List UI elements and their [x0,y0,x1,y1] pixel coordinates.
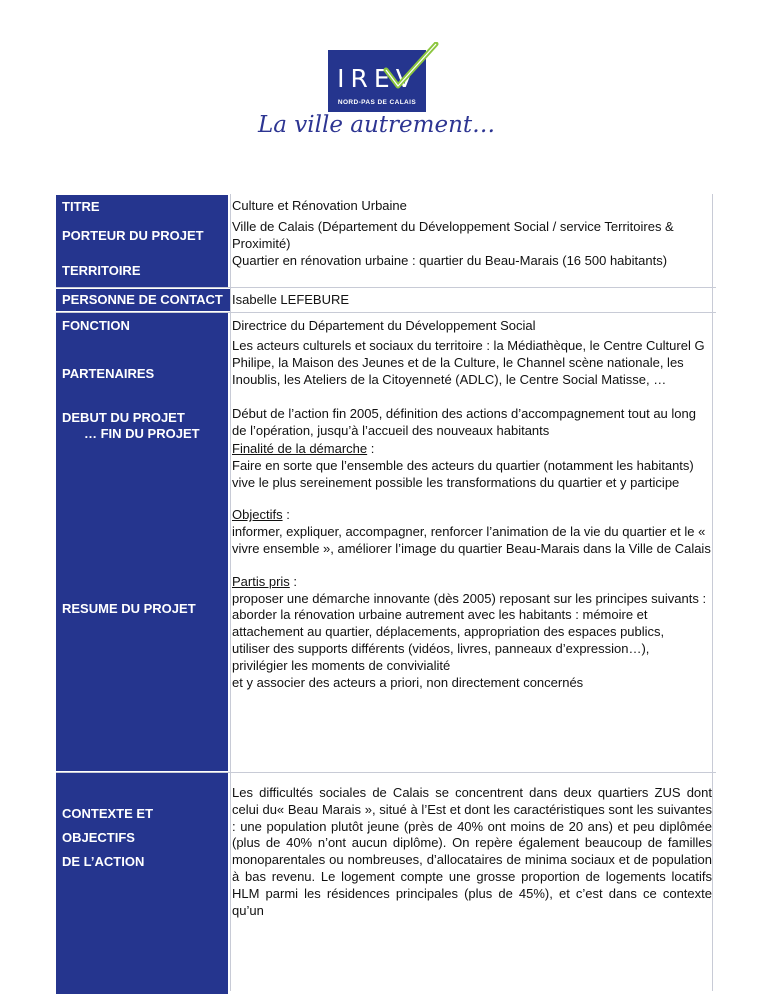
label-partenaires: PARTENAIRES [62,366,155,381]
partis-title: Partis pris [232,573,290,589]
label-territoire: TERRITOIRE [62,263,141,278]
right-border [712,194,713,991]
value-territoire: Quartier en rénovation urbaine : quartier du Beau-Marais (16 500 habitants) [232,253,668,268]
finalite-text: Faire en sorte que l’ensemble des acteurs du quartier (notamment les habitants) vive le plus sereinement possible les transformations du quartier et y participe [232,457,694,490]
label-block-contexte [56,773,228,994]
label-titre: TITRE [62,199,100,214]
logo-region: NORD-PAS DE CALAIS [337,99,417,106]
label-block-middle [56,313,228,771]
value-titre: Culture et Rénovation Urbaine [232,198,407,213]
partis-line-2: aborder la rénovation urbaine autrement avec les habitants : mémoire et attachement au quartier, déplacements, appropriation des espaces publics, [232,607,665,640]
value-resume [232,441,712,691]
value-fonction: Directrice du Département du Développement Social [232,318,536,333]
checkmark-icon [328,42,440,114]
partis-line-3: utiliser des supports différents (vidéos, livres, panneaux d’expression…), [232,640,650,656]
label-block-top [56,195,228,287]
label-contexte-3: DE L’ACTION [62,854,145,869]
column-divider [230,194,231,991]
objectifs-title: Objectifs [232,507,283,523]
label-contexte-2: OBJECTIFS [62,830,135,845]
value-contexte: Les difficultés sociales de Calais se concentrent dans deux quartiers ZUS dont celui du« Beau Marais », situé à l’Est et dont les caractéristiques sont les suivantes : une population plutôt jeune (près de 40% ont moins de 20 ans) et peu diplômée (plus de 40% n’ont aucun diplôme). On repère également beaucoup de familles monoparentales ou nombreuses, d’allocataires de minima sociaux et de population à bas revenu. Le logement compte une grosse proportion de logements locatifs HLM parmi les résidences principales (plus de 45%), et c’est dans ce contexte qu’un [232,785,712,918]
label-fin: … FIN DU PROJET [84,426,200,441]
label-contact: PERSONNE DE CONTACT [62,292,223,307]
finalite-colon: : [367,441,375,456]
value-contact: Isabelle LEFEBURE [232,292,350,307]
value-partenaires: Les acteurs culturels et sociaux du territoire : la Médiathèque, le Centre Culturel G Philipe, la Maison des Jeunes et de la Culture, le Channel scène nationale, les Inoublis, les Ateliers de la Citoyenneté (ADLC), le Centre Social Matisse, … [232,338,705,387]
value-porteur: Ville de Calais (Département du Développement Social / service Territoires & Proximité) [232,219,674,251]
logo-letters: IREV [337,64,419,93]
row-divider [56,287,716,288]
partis-line-4: privilégier les moments de convivialité [232,657,451,673]
label-block-contact [56,289,230,311]
objectifs-heading [232,507,712,524]
finalite-title: Finalité de la démarche [232,441,368,456]
label-contexte-1: CONTEXTE ET [62,806,154,821]
label-debut: DEBUT DU PROJET [62,410,185,425]
objectifs-text: informer, expliquer, accompagner, renforcer l’animation de la vie du quartier et le « vivre ensemble », améliorer l’image du quartier Beau-Marais dans la Ville de Calais [232,524,711,556]
irev-logo [328,42,440,114]
finalite-heading [232,441,712,458]
label-porteur: PORTEUR DU PROJET [62,228,204,243]
partis-colon: : [289,573,298,589]
value-debut: Début de l’action fin 2005, définition des actions d’accompagnement tout au long de l’opération, jusqu’à l’accueil des nouveaux habitants [232,406,696,438]
logo-tagline: La ville autrement… [258,112,496,138]
objectifs-colon: : [282,507,290,523]
partis-line-5: et y associer des acteurs a priori, non directement concernés [232,674,584,690]
partis-heading [232,574,712,591]
label-resume: RESUME DU PROJET [62,601,196,616]
label-fonction: FONCTION [62,318,130,333]
partis-line-1: proposer une démarche innovante (dès 2005) reposant sur les principes suivants : [232,590,707,606]
